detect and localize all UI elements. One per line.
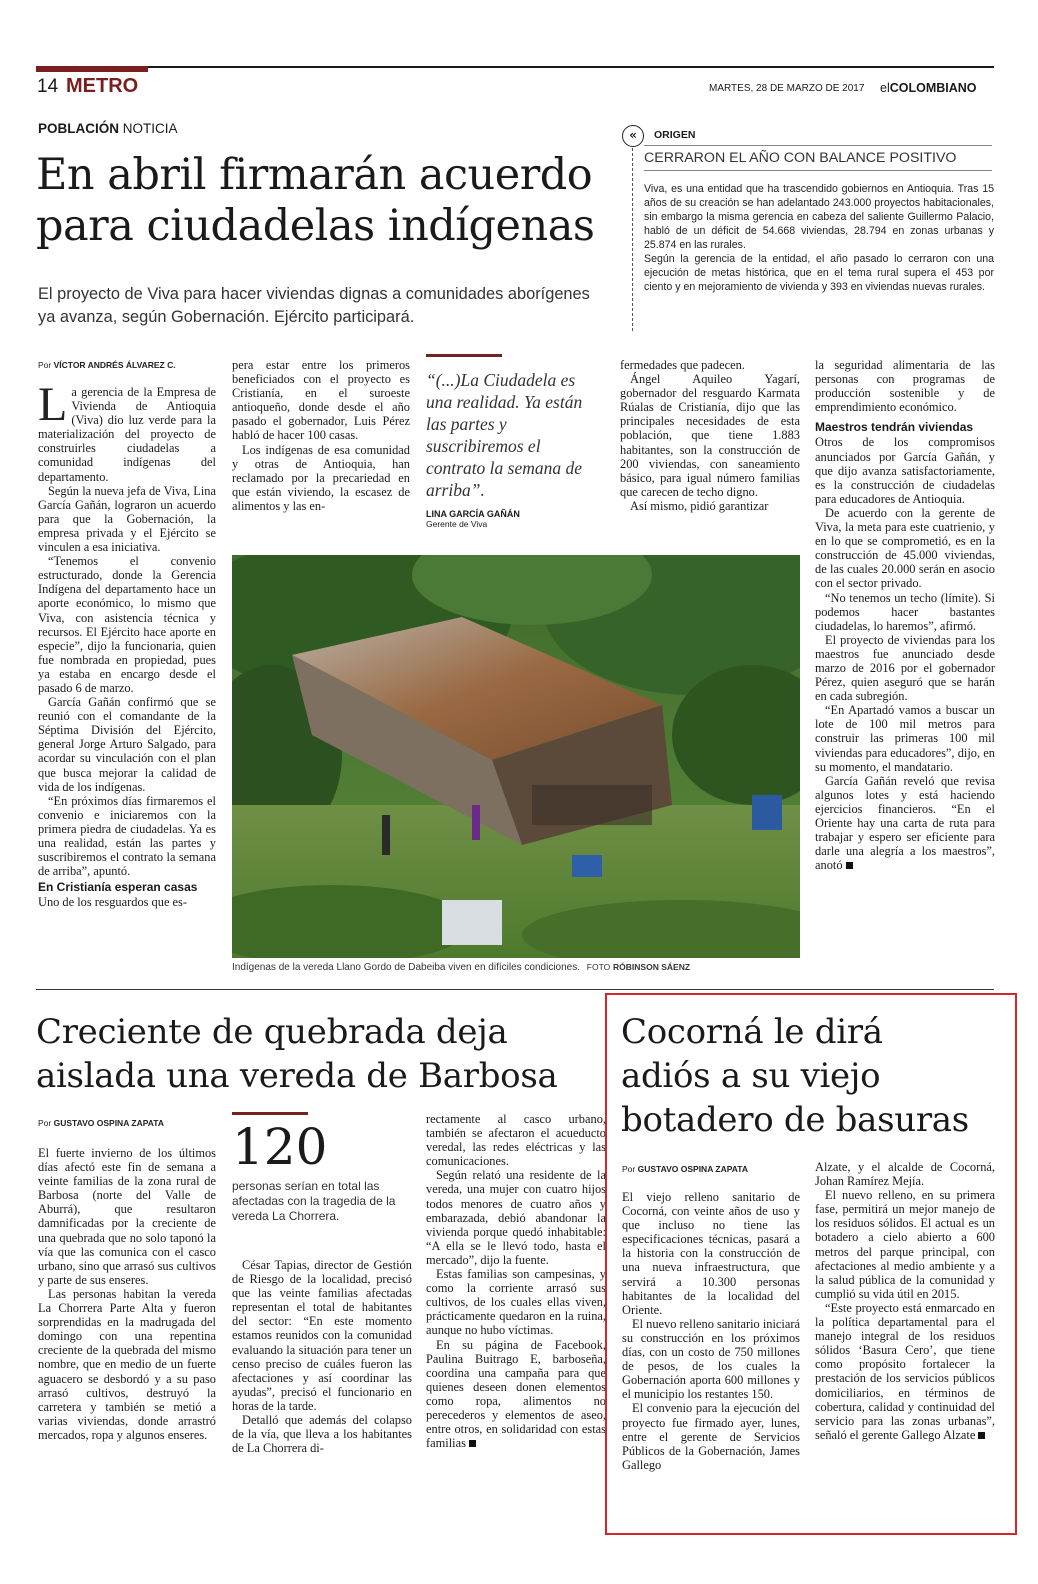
byline-por: Por xyxy=(38,1118,52,1128)
article1-column-2 xyxy=(232,358,410,513)
paragraph: Uno de los resguardos que es- xyxy=(38,895,187,910)
article1-deck: El proyecto de Viva para hacer viviendas dignas a comunidades aborígenes ya avanza, según Gobernación. Ejército participará. xyxy=(38,285,590,326)
paragraph-text: García Gañán reveló que revisa algunos lotes y está haciendo ejercicios financieros. “En el Oriente hay una carta de ruta para trabajar y espero ser eficiente para darle una alegría a los maestros”, anotó xyxy=(815,773,995,873)
paragraph xyxy=(426,1338,606,1451)
sidebar-title-rule xyxy=(644,145,992,146)
paragraph: El nuevo relleno, en su primera fase, permitirá un mejor manejo de los residuos sólidos. El actual es un botadero a cielo abierto a 600 metros del parque principal, con afectaciones al medio ambiente y a la salud pública de la comunidad y cumplió su vida útil en 2015. xyxy=(815,1188,995,1301)
section-name: METRO xyxy=(66,75,139,97)
headline-line: botadero de basuras xyxy=(621,1100,969,1140)
article3-byline xyxy=(622,1164,748,1174)
byline-name: VÍCTOR ANDRÉS ÁLVAREZ C. xyxy=(53,360,176,370)
end-mark-icon xyxy=(978,1432,985,1439)
pull-quote-rule xyxy=(426,354,502,357)
paragraph: “En Apartadó vamos a buscar un lote de 100 mil metros para construir las primeras 100 mil viviendas para educadores”, dijo, en su momento, el mandatario. xyxy=(815,703,995,774)
paragraph: El convenio para la ejecución del proyecto fue firmado ayer, lunes, entre el gerente de Servicios Públicos de la Gobernación, James Gallego xyxy=(622,1401,800,1472)
kicker-bold: POBLACIÓN xyxy=(38,121,119,136)
paragraph: Según la nueva jefa de Viva, Lina García Gañán, lograron un acuerdo para que la Gobernación, la empresa privada y el Ejército se vinculen a esa iniciativa. xyxy=(38,483,216,555)
article1-kicker xyxy=(38,121,178,136)
headline-line: adiós a su viejo xyxy=(621,1056,881,1096)
paragraph: “En próximos días firmaremos el convenio e iniciaremos con la primera piedra de ciudadelas. Ya es una realidad, están las partes y suscribiremos el contrato la semana de arriba”, apuntó. xyxy=(38,793,216,879)
article1-photo xyxy=(232,555,800,958)
sidebar-vertical-rule xyxy=(632,148,634,331)
paragraph: Alzate, y el alcalde de Cocorná, Johan Ramírez Mejía. xyxy=(815,1160,995,1189)
paragraph: El viejo relleno sanitario de Cocorná, con veinte años de uso y que incluso no tiene las especificaciones técnicas, pasará a la historia con la construcción de una nueva infraestructura, que servirá a 10.300 personas habitantes de la localidad del Oriente. xyxy=(622,1190,800,1317)
stat-rule xyxy=(232,1112,308,1115)
paragraph: Otros de los compromisos anunciados por García Gañán, y que dijo avanza satisfactoriamente, es la construcción de ciudadelas para educadores de Antioquia. xyxy=(815,435,995,506)
header-accent-bar xyxy=(36,66,148,72)
article1-headline xyxy=(36,150,616,252)
paragraph: Detalló que además del colapso de la vía, que lleva a los habitantes de La Chorrera di- xyxy=(232,1413,412,1456)
article3-headline xyxy=(621,1010,1011,1142)
subhead: En Cristianía esperan casas xyxy=(38,880,198,895)
paragraph-text: En su página de Facebook, Paulina Buitrago E, barboseña, coordina una campaña para que quienes deseen donen elementos como ropa, alimentos no perecederos y elementos de aseo, entre otros, en solidaridad con estas familias xyxy=(426,1337,606,1451)
paragraph: El fuerte invierno de los últimos días afectó este fin de semana a veinte familias de la zona rural de Barbosa (norte del Valle de Aburrá), que resultaron damnificadas por la creciente de una quebrada que no solo taponó la vía que las comunica con el casco urbano, sino que arrasó sus cultivos y parte de sus enseres. xyxy=(38,1146,216,1287)
paragraph: Según relató una residente de la vereda, una mujer con cuatro hijos todos menores de cuatro años y embarazada, debió abandonar la vivienda porque quedó inhabitable: “A ella se le llevó todo, hasta el mercado”, dijo la fuente. xyxy=(426,1168,606,1267)
pull-quote-name: LINA GARCÍA GAÑÁN xyxy=(426,509,520,519)
pull-quote-text: “(...)La Ciudadela es una realidad. Ya están las partes y suscribiremos el contrato la semana de arriba”. xyxy=(426,370,583,500)
end-mark-icon xyxy=(469,1440,476,1447)
paragraph: Las personas habitan la vereda La Chorrera Parte Alta y fueron sorprendidas en la madrugada del domingo con una repentina creciente de la quebrada del mismo nombre, que en medio de un fuerte aguacero se desbordó y a su paso arrasó cultivos, destruyó la carretera y también se metió a varias viviendas, donde arrastró mercados, ropa y algunos enseres. xyxy=(38,1286,216,1442)
section-divider xyxy=(36,989,994,990)
headline-line: En abril firmarán acuerdo xyxy=(36,150,593,200)
stat-text: personas serían en total las afectadas con la tragedia de la vereda La Chorrera. xyxy=(232,1179,396,1223)
paragraph: García Gañán confirmó que se reunió con el comandante de la Séptima División del Ejército, general Jorge Arturo Salgado, para acordar su vinculación con el plan que busca mejorar la calidad de vida de los indígenas. xyxy=(38,695,216,794)
sidebar-paragraph: Según la gerencia de la entidad, el año pasado lo cerraron con una ejecución de metas histórica, que en el tema rural supera el 453 por ciento y en mejoramiento de vivienda y 393 en viviendas nuevas rurales. xyxy=(644,253,994,293)
issue-date: MARTES, 28 DE MARZO DE 2017 xyxy=(709,83,865,94)
byline-name: GUSTAVO OSPINA ZAPATA xyxy=(637,1164,748,1174)
article1-column-1 xyxy=(38,378,216,910)
paragraph xyxy=(815,774,995,873)
sidebar-title-underline xyxy=(644,170,992,171)
caption-text: Indígenas de la vereda Llano Gordo de Dabeiba viven en difíciles condiciones. xyxy=(232,962,581,973)
pull-quote xyxy=(426,354,602,529)
byline-por: Por xyxy=(622,1164,636,1174)
end-mark-icon xyxy=(846,862,853,869)
paragraph: Ángel Aquileo Yagarí, gobernador del resguardo Karmata Rúalas de Cristianía, dijo que las principales necesidades de esta población, que tiene 1.883 habitantes, son la construcción de 200 viviendas, con saneamiento básico, para igual número familias que carecen de techo digno. xyxy=(620,372,800,499)
sidebar-label: ORIGEN xyxy=(654,129,696,141)
sidebar-paragraph: Viva, es una entidad que ha trascendido gobiernos en Antioquia. Tras 15 años de su creación se han adelantado 243.000 proyectos habitacionales, sin embargo la misma gerencia en cabeza del saliente Guillermo Palacio, habló de un déficit de 54.668 viviendas, 28.794 en zonas urbanas y 25.874 en las rurales. xyxy=(644,183,994,251)
kicker-light: NOTICIA xyxy=(122,121,178,136)
headline-line: aislada una vereda de Barbosa xyxy=(36,1056,558,1096)
paragraph: César Tapias, director de Gestión de Riesgo de la localidad, precisó que las veinte familias afectadas representan el total de habitantes del sector: “En este momento estamos reunidos con la comunidad evaluando la situación para tener un censo preciso de cuáles fueron las afectaciones y así coordinar las ayudas”, precisó el funcionario en horas de la tarde. xyxy=(232,1258,412,1413)
paragraph-text: “Este proyecto está enmarcado en la política departamental para el manejo integral de los residuos sólidos ‘Basura Cero’, que tiene como propósito fortalecer la prestación de los servicios públicos domiciliarios, en términos de cobertura, calidad y continuidad del servicio para las zonas urbanas”, señaló el gerente Gallego Alzate xyxy=(815,1300,995,1442)
article2-column-2 xyxy=(232,1258,412,1455)
headline-line: Cocorná le dirá xyxy=(621,1012,883,1052)
sidebar-box xyxy=(622,124,994,334)
credit-label: FOTO xyxy=(586,962,611,972)
paragraph xyxy=(815,1301,995,1442)
article1-column-5 xyxy=(815,358,995,872)
byline-name: GUSTAVO OSPINA ZAPATA xyxy=(53,1118,164,1128)
paragraph: la seguridad alimentaria de las personas con programas de producción sostenible y de emprendimiento económico. xyxy=(815,358,995,415)
article1-byline xyxy=(38,360,176,370)
article3-column-1 xyxy=(622,1190,800,1472)
paragraph: El nuevo relleno sanitario iniciará su construcción en los próximos días, con un costo de 750 millones de pesos, de los cuales la Gobernación aporta 600 millones y el municipio los restantes 150. xyxy=(622,1316,800,1402)
paragraph: rectamente al casco urbano, también se afectaron el acueducto veredal, las redes eléctricas y las comunicaciones. xyxy=(426,1112,606,1169)
article2-byline xyxy=(38,1118,164,1128)
page-number: 14 xyxy=(37,76,59,97)
paragraph: Estas familias son campesinas, y como la corriente arrasó sus cultivos, de los cuales ellas viven, prácticamente quedaron en la ruina, aunque no hubo víctimas. xyxy=(426,1267,606,1338)
paragraph: “No tenemos un techo (límite). Si podemos hacer bastantes ciudadelas, lo haremos”, afirmó. xyxy=(815,590,995,633)
byline-por: Por xyxy=(38,360,52,370)
hillside-house-photo xyxy=(232,555,800,958)
paragraph: De acuerdo con la gerente de Viva, la meta para este cuatrienio, y en lo que se comprometió, es en la construcción de 45.000 viviendas, de las cuales 20.000 serán en asocio con el sector privado. xyxy=(815,505,995,591)
stat-number: 120 xyxy=(232,1118,328,1176)
article3-column-2 xyxy=(815,1160,995,1442)
headline-line: Creciente de quebrada deja xyxy=(36,1012,508,1052)
stat-box xyxy=(232,1112,412,1224)
pull-quote-role: Gerente de Viva xyxy=(426,519,488,529)
newspaper-prefix: el xyxy=(880,81,890,95)
article2-column-3 xyxy=(426,1112,606,1450)
subhead: Maestros tendrán viviendas xyxy=(815,420,974,435)
newspaper-name xyxy=(880,81,977,95)
drop-cap: L xyxy=(38,378,68,431)
header-top-rule xyxy=(36,66,994,68)
chevron-left-icon: « xyxy=(622,125,644,147)
paragraph: pera estar entre los primeros beneficiados con el proyecto es Cristianía, en el suroeste antioqueño, donde desde el año pasado el gobernador, Luis Pérez habló de hacer 100 casas. xyxy=(232,358,410,443)
credit-name: RÓBINSON SÁENZ xyxy=(613,962,691,972)
paragraph: Los indígenas de esa comunidad y otras de Antioquia, han reclamado por la precariedad en que están viviendo, la escasez de alimentos y las en- xyxy=(232,442,410,513)
article2-column-1 xyxy=(38,1146,216,1442)
newspaper-title: COLOMBIANO xyxy=(889,81,977,95)
paragraph: fermedades que padecen. xyxy=(620,358,745,372)
paragraph: a gerencia de la Empresa de Vivienda de Antioquia (Viva) dio luz verde para la materialización del proyecto de construirles ciudadelas a comunidad indígenas del departamento. xyxy=(38,385,216,484)
paragraph: Así mismo, pidió garantizar xyxy=(630,498,769,513)
sidebar-title: CERRARON EL AÑO CON BALANCE POSITIVO xyxy=(644,150,957,166)
photo-caption xyxy=(232,962,802,973)
article2-headline xyxy=(36,1010,606,1098)
paragraph: “Tenemos el convenio estructurado, donde la Gerencia Indígena del departamento hace un aporte económico, lo mismo que Viva, con asistencia técnica y recursos. El Ejército hace aporte en especie”, dijo la funcionaria, quien fue nombrada en propiedad, pues ya estaba en encargo desde el pasado 6 de marzo. xyxy=(38,554,216,695)
sidebar-body xyxy=(644,182,994,294)
paragraph: El proyecto de viviendas para los maestros fue anunciado desde marzo de 2016 por el gobernador Pérez, quien aseguró que se harán en cada subregión. xyxy=(815,632,995,704)
article1-column-4 xyxy=(620,358,800,513)
headline-line: para ciudadelas indígenas xyxy=(36,201,595,251)
